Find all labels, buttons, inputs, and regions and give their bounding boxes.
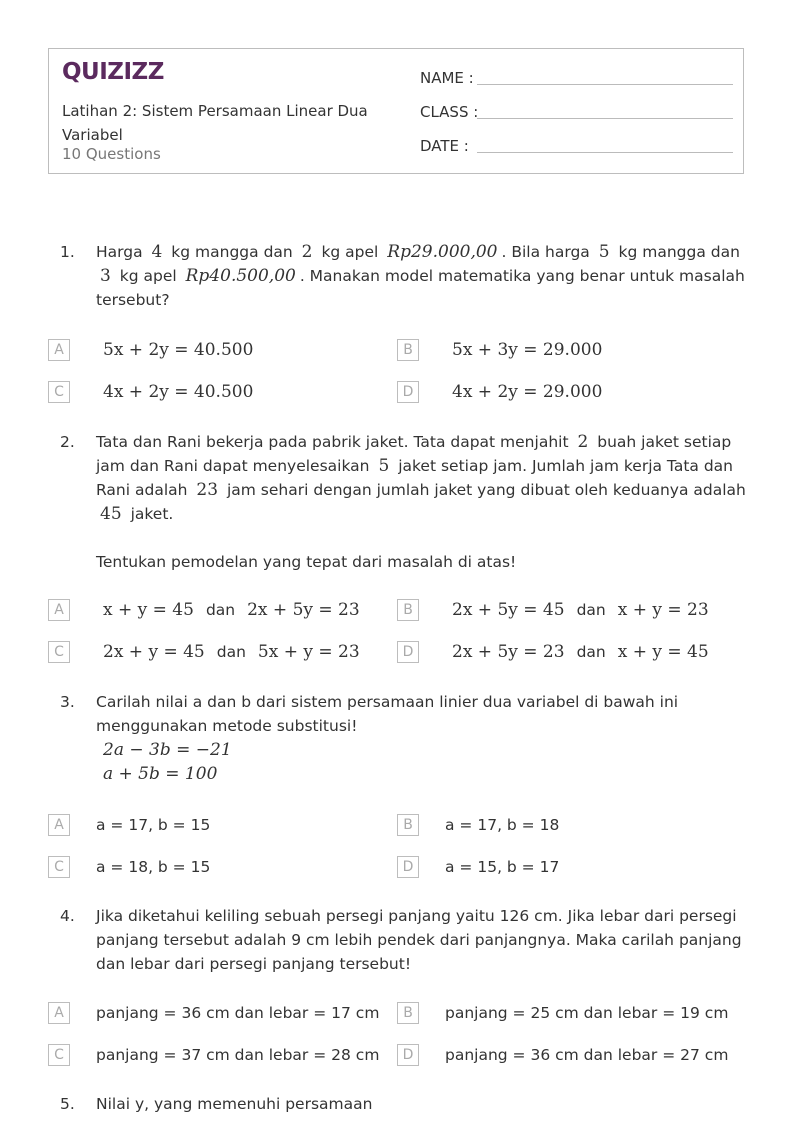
- option-letter: B: [397, 339, 419, 361]
- q2-math: 45: [100, 504, 122, 524]
- option-letter: D: [397, 381, 419, 403]
- equation-left: 2x + y = 45: [103, 642, 205, 662]
- equation-left: 2x + 5y = 45: [452, 600, 565, 620]
- equation-left: 2x + 5y = 23: [452, 642, 565, 662]
- option-text: a = 17, b = 18: [445, 816, 560, 834]
- option-letter: D: [397, 856, 419, 878]
- option-text: panjang = 25 cm dan lebar = 19 cm: [445, 1004, 729, 1022]
- option-letter: A: [48, 814, 70, 836]
- question-number: 3.: [60, 693, 75, 711]
- q1-math: 5: [598, 242, 610, 262]
- conjunction: dan: [216, 643, 246, 661]
- option-text: panjang = 36 cm dan lebar = 27 cm: [445, 1046, 729, 1064]
- option-text: [452, 641, 709, 663]
- option-letter: A: [48, 339, 70, 361]
- q2-math: 2: [577, 432, 589, 452]
- q1-text-part: Harga: [96, 243, 143, 261]
- class-field: [420, 103, 478, 121]
- name-label: NAME :: [420, 69, 474, 87]
- worksheet-title: Latihan 2: Sistem Persamaan Linear Dua Variabel: [62, 102, 368, 144]
- option-text: 4x + 2y = 29.000: [452, 382, 603, 402]
- option-text: a = 15, b = 17: [445, 858, 560, 876]
- option-text: [103, 641, 360, 663]
- q1-text-part: kg mangga dan: [171, 243, 293, 261]
- question-number: 2.: [60, 433, 75, 451]
- q1-math: 4: [151, 242, 163, 262]
- option-letter: B: [397, 1002, 419, 1024]
- option-letter: A: [48, 599, 70, 621]
- q1-math: Rp40.500,00: [185, 266, 296, 286]
- class-line[interactable]: [477, 118, 733, 119]
- q2-text-part: Tata dan Rani bekerja pada pabrik jaket. Tata dapat menjahit: [96, 433, 569, 451]
- q2-text-part: jam sehari dengan jumlah jaket yang dibuat oleh keduanya adalah: [226, 481, 746, 499]
- q2-math: 23: [196, 480, 219, 500]
- question-number: 5.: [60, 1095, 75, 1113]
- option-text: panjang = 36 cm dan lebar = 17 cm: [96, 1004, 380, 1022]
- equation-left: x + y = 45: [103, 600, 194, 620]
- worksheet-header: [48, 48, 744, 174]
- q1-text-part: . Manakan model matematika yang benar untuk masalah tersebut?: [96, 267, 745, 309]
- question-text: Nilai y, yang memenuhi persamaan: [96, 1095, 373, 1113]
- question-text: [96, 690, 746, 786]
- option-letter: B: [397, 814, 419, 836]
- name-line[interactable]: [477, 84, 733, 85]
- question-count: 10 Questions: [62, 145, 161, 163]
- question-number: 1.: [60, 243, 75, 261]
- date-field: [420, 137, 469, 155]
- q1-math: 2: [301, 242, 313, 262]
- option-letter: C: [48, 1044, 70, 1066]
- option-text: 5x + 2y = 40.500: [103, 340, 254, 360]
- q3-equation-1: 2a − 3b = −21: [103, 740, 232, 760]
- equation-right: x + y = 45: [617, 642, 709, 662]
- q3-text: Carilah nilai a dan b dari sistem persamaan linier dua variabel di bawah ini menggunakan metode substitusi!: [96, 693, 679, 735]
- q1-text-part: . Bila harga: [501, 243, 590, 261]
- conjunction: dan: [205, 601, 236, 619]
- option-letter: C: [48, 381, 70, 403]
- q1-math: 3: [100, 266, 111, 286]
- equation-right: 2x + 5y = 23: [247, 600, 360, 620]
- q1-text-part: kg apel: [321, 243, 379, 261]
- conjunction: dan: [576, 643, 606, 661]
- q2-instruction: Tentukan pemodelan yang tepat dari masalah di atas!: [96, 553, 517, 571]
- q1-text-part: kg apel: [119, 267, 177, 285]
- option-text: a = 18, b = 15: [96, 858, 211, 876]
- option-text: [103, 599, 360, 621]
- date-label: DATE :: [420, 137, 469, 155]
- option-letter: C: [48, 641, 70, 663]
- conjunction: dan: [576, 601, 606, 619]
- q2-text-part: jaket.: [130, 505, 174, 523]
- q1-math: Rp29.000,00: [387, 242, 498, 262]
- question-text: [96, 240, 746, 312]
- q1-text-part: kg mangga dan: [618, 243, 740, 261]
- q3-equation-2: a + 5b = 100: [103, 764, 218, 784]
- option-text: [452, 599, 709, 621]
- option-letter: A: [48, 1002, 70, 1024]
- q2-text-part: buah jaket setiap jam dan Rani dapat menyelesaikan: [96, 433, 732, 475]
- q2-text-part: jaket setiap jam. Jumlah jam kerja Tata dan Rani adalah: [96, 457, 733, 499]
- question-text: [96, 430, 746, 574]
- question-text: Jika diketahui keliling sebuah persegi panjang yaitu 126 cm. Jika lebar dari persegi panjang tersebut adalah 9 cm lebih pendek dari panjangnya. Maka carilah panjang dan lebar dari persegi panjang tersebut!: [96, 907, 742, 973]
- question-number: 4.: [60, 907, 75, 925]
- option-letter: C: [48, 856, 70, 878]
- option-text: 4x + 2y = 40.500: [103, 382, 254, 402]
- option-text: panjang = 37 cm dan lebar = 28 cm: [96, 1046, 380, 1064]
- option-text: a = 17, b = 15: [96, 816, 211, 834]
- equation-right: 5x + y = 23: [257, 642, 360, 662]
- name-field: [420, 69, 474, 87]
- equation-right: x + y = 23: [617, 600, 709, 620]
- option-letter: D: [397, 1044, 419, 1066]
- option-text: 5x + 3y = 29.000: [452, 340, 603, 360]
- option-letter: D: [397, 641, 419, 663]
- class-label: CLASS :: [420, 103, 479, 121]
- quizizz-logo: QUIZIZZ: [62, 59, 164, 85]
- option-letter: B: [397, 599, 419, 621]
- q2-math: 5: [378, 456, 390, 476]
- date-line[interactable]: [477, 152, 733, 153]
